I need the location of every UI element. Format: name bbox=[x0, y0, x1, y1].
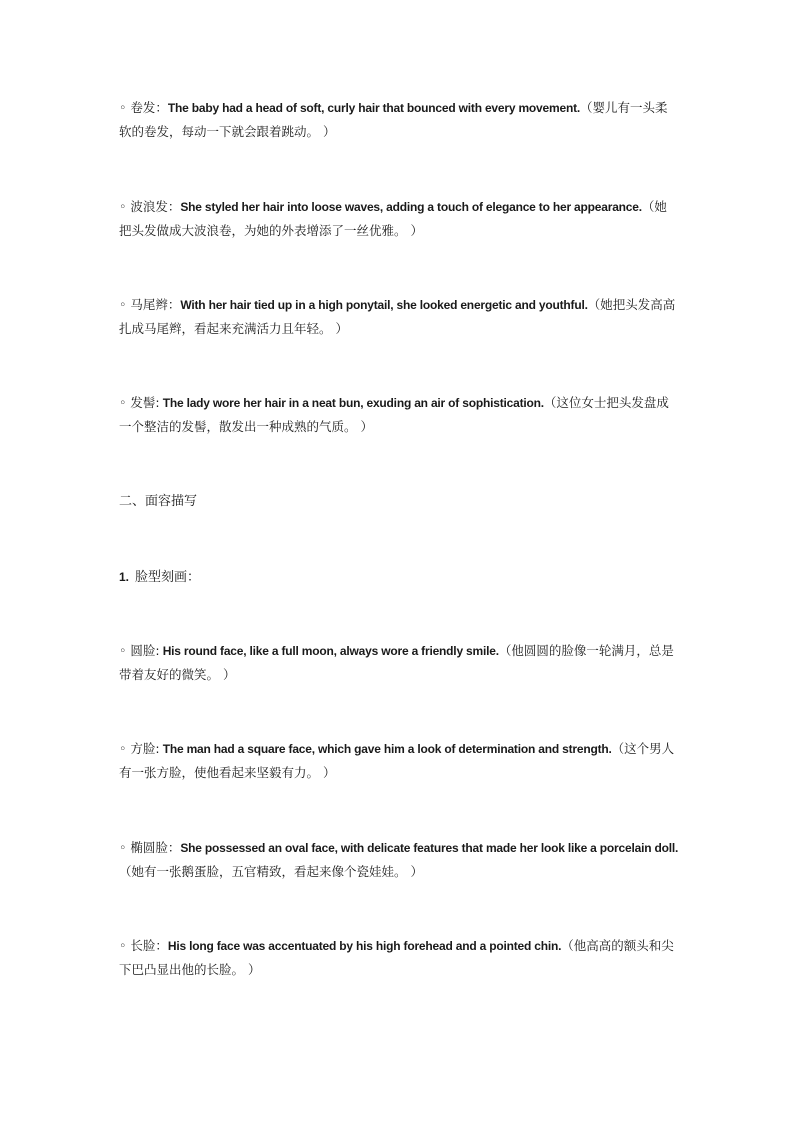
subheading bbox=[119, 565, 200, 590]
hair-item-wavy bbox=[119, 195, 679, 243]
item-label: ◦ 长脸： bbox=[119, 938, 168, 953]
item-english: His long face was accentuated by his high forehead and a pointed chin. bbox=[167, 939, 562, 953]
item-label: ◦ 圆脸: bbox=[119, 643, 160, 658]
hair-item-ponytail bbox=[119, 293, 679, 341]
subheading-number: 1. bbox=[119, 570, 130, 584]
item-chinese: （她把头发做成大波浪卷，为她的外表增添了一丝优雅。 ） bbox=[119, 199, 667, 238]
item-label: ◦ 发髻: bbox=[119, 395, 160, 410]
face-item-round bbox=[119, 639, 679, 687]
item-chinese: （他高高的额头和尖下巴凸显出他的长脸。 ） bbox=[119, 938, 674, 977]
item-label: ◦ 马尾辫： bbox=[119, 297, 181, 312]
section-heading: 二、面容描写 bbox=[119, 494, 198, 509]
item-english: The man had a square face, which gave him a look of determination and strength. bbox=[159, 742, 612, 756]
item-chinese: （婴儿有一头柔软的卷发，每动一下就会跟着跳动。 ） bbox=[119, 100, 668, 139]
face-item-square bbox=[119, 737, 679, 785]
item-english: She styled her hair into loose waves, adding a touch of elegance to her appearance. bbox=[180, 200, 642, 214]
hair-item-curly bbox=[119, 96, 679, 144]
item-label: ◦ 椭圆脸： bbox=[119, 840, 181, 855]
item-english: The lady wore her hair in a neat bun, exuding an air of sophistication. bbox=[159, 396, 544, 410]
face-item-oval bbox=[119, 836, 679, 884]
item-english: She possessed an oval face, with delicate features that made her look like a porcelain doll. bbox=[180, 841, 679, 855]
item-chinese: （这个男人有一张方脸，使他看起来坚毅有力。 ） bbox=[119, 741, 675, 780]
item-english: His round face, like a full moon, always wore a friendly smile. bbox=[159, 644, 499, 658]
item-label: ◦ 卷发： bbox=[119, 100, 168, 115]
item-label: ◦ 波浪发： bbox=[119, 199, 181, 214]
item-english: The baby had a head of soft, curly hair that bounced with every movement. bbox=[167, 101, 581, 115]
item-english: With her hair tied up in a high ponytail, she looked energetic and youthful. bbox=[180, 298, 588, 312]
hair-item-bun bbox=[119, 391, 679, 439]
item-chinese: （她把头发高高扎成马尾辫，看起来充满活力且年轻。 ） bbox=[119, 297, 676, 336]
item-chinese: （她有一张鹅蛋脸，五官精致，看起来像个瓷娃娃。 ） bbox=[119, 864, 423, 879]
item-chinese: （他圆圆的脸像一轮满月，总是带着友好的微笑。 ） bbox=[119, 643, 674, 682]
face-item-long bbox=[119, 934, 679, 982]
item-chinese: （这位女士把头发盘成一个整洁的发髻，散发出一种成熟的气质。 ） bbox=[119, 395, 669, 434]
item-label: ◦ 方脸: bbox=[119, 741, 160, 756]
subheading-text: 脸型刻画： bbox=[135, 570, 201, 585]
